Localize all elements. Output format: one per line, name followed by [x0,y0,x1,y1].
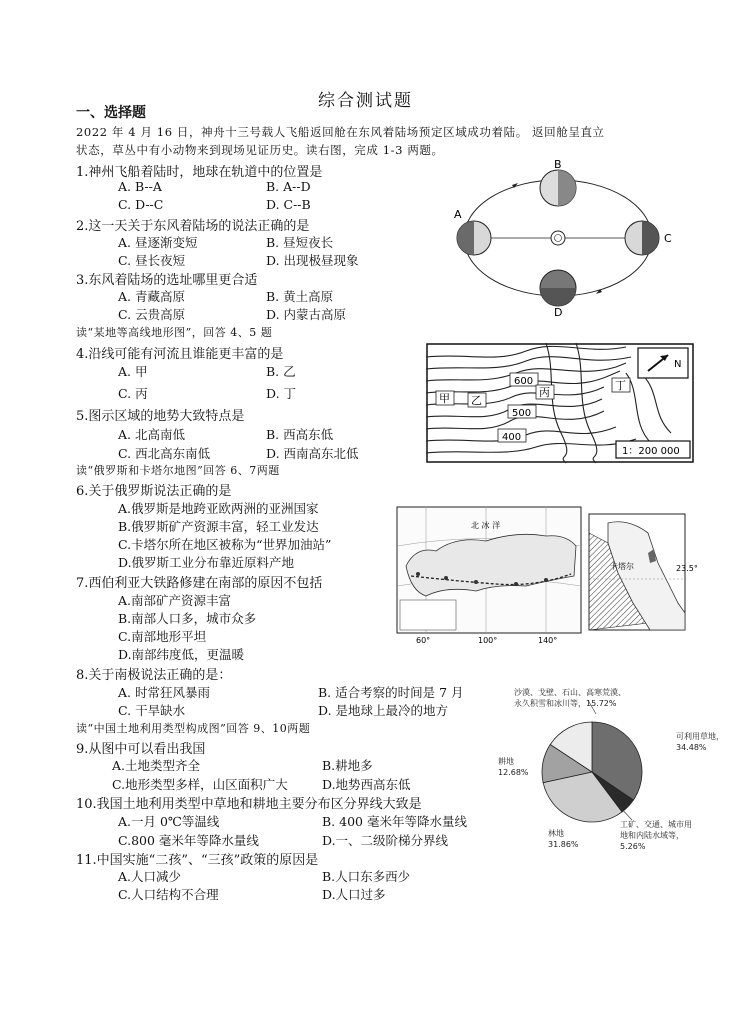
pie-label-forest-1: 林地 [548,829,564,838]
q1-option-c[interactable]: C. D--C [118,197,164,212]
svg-text:工矿、交通、城市用 地和内陆水域等， 5.2 [620,819,695,851]
q3-option-d[interactable]: D. 内蒙古高原 [266,307,347,322]
q11-option-d[interactable]: D.人口过多 [322,887,386,902]
q3-option-a[interactable]: A. 青藏高原 [118,289,185,304]
q6-option-d[interactable]: D.俄罗斯工业分布靠近原料产地 [118,555,295,570]
orbit-label-b: B [554,158,562,171]
q4-option-d[interactable]: D. 丁 [266,386,297,401]
note-q6-7: 读“俄罗斯和卡塔尔地图”回答 6、7两题 [76,464,280,477]
q10-option-d[interactable]: D.一、二级阶梯分界线 [322,833,449,848]
lon-60: 60° [416,636,431,645]
pie-label-grass-1: 可利用草地， [676,732,724,741]
q6-option-c[interactable]: C.卡塔尔所在地区被称为“世界加油站” [118,537,332,552]
orbit-diagram [452,158,692,318]
q8-option-c[interactable]: C. 干旱缺水 [118,703,186,718]
place-bing: 丙 [539,386,550,399]
q8-option-d[interactable]: D. 是地球上最冷的地方 [318,703,449,718]
pie-label-grass-2: 34.48% [676,743,707,752]
q5-option-b[interactable]: B. 西高东低 [266,427,334,442]
pie-label-forest-2: 31.86% [548,840,579,849]
contour-map [426,343,694,463]
earth-c [625,221,659,255]
q6-option-b[interactable]: B.俄罗斯矿产资源丰富，轻工业发达 [118,519,319,534]
q9-option-d[interactable]: D.地势西高东低 [322,777,411,792]
intro-line-1: 2022 年 4 月 16 日，神舟十三号载人飞船返回舱在东风着陆场预定区域成功着陆。 返回舱呈直立 [76,125,605,139]
q3-option-b[interactable]: B. 黄土高原 [266,289,334,304]
q5-option-d[interactable]: D. 西南高东北低 [266,446,359,461]
q2-option-a[interactable]: A. 昼逐渐变短 [118,235,198,250]
q5-option-a[interactable]: A. 北高南低 [118,427,185,442]
pie-label-farm-2: 12.68% [498,768,529,777]
pie-label-farm-1: 耕地 [498,757,514,766]
russia-map [396,506,582,646]
question-10: 10.我国土地利用类型中草地和耕地主要分布区分界线大致是 [76,797,422,812]
question-7: 7.西伯利亚大铁路修建在南部的原因不包括 [76,576,323,591]
earth-d [540,270,576,306]
place-ding: 丁 [615,379,626,392]
arctic-ocean-label: 北 冰 洋 [471,521,501,530]
question-1: 1.神州飞船着陆时，地球在轨道中的位置是 [76,165,323,180]
contour-value-500: 500 [512,408,532,419]
map-scale: 1：200 000 [622,446,680,457]
page-title: 综合测试题 [318,91,413,111]
q7-option-d[interactable]: D.南部纬度低，更温暖 [118,647,245,662]
question-6: 6.关于俄罗斯说法正确的是 [76,484,232,499]
pie-label-desert-2: 永久积雪和冰川等，15.72% [514,699,617,708]
qatar-map [588,513,696,631]
q9-option-c[interactable]: C.地形类型多样，山区面积广大 [112,777,288,792]
q4-option-c[interactable]: C. 丙 [118,386,148,401]
tropic-label: 23.5° [676,564,698,573]
note-q9-10: 读“中国土地利用类型构成图”回答 9、10两题 [76,722,311,735]
earth-a [457,221,491,255]
north-label: N [674,359,682,370]
note-q4-5: 读“某地等高线地形图”，回答 4、5 题 [76,326,273,339]
earth-b [540,170,576,206]
q9-option-a[interactable]: A.土地类型齐全 [112,758,201,773]
q1-option-b[interactable]: B. A--D [266,179,311,194]
question-5: 5.图示区域的地势大致特点是 [76,409,245,424]
section-heading: 一、选择题 [76,105,146,121]
q2-option-d[interactable]: D. 出现极昼现象 [266,253,359,268]
place-jia: 甲 [439,392,450,405]
lon-140: 140° [538,636,558,645]
intro-line-2: 状态，草丛中有小动物来到现场见证历史。读右图，完成 1-3 两题。 [76,143,444,157]
question-9: 9.从图中可以看出我国 [76,742,206,757]
place-yi: 乙 [471,394,482,407]
q1-option-d[interactable]: D. C--B [266,197,311,212]
q7-option-b[interactable]: B.南部人口多，城市众多 [118,611,257,626]
q10-option-b[interactable]: B. 400 毫米年等降水量线 [322,814,467,829]
orbit-label-a: A [454,208,462,221]
q8-option-a[interactable]: A. 时常狂风暴雨 [118,685,210,700]
q4-option-b[interactable]: B. 乙 [266,364,296,379]
q8-option-b[interactable]: B. 适合考察的时间是 7 月 [318,685,464,700]
orbit-label-c: C [664,232,672,245]
question-11: 11.中国实施“二孩”、“三孩”政策的原因是 [76,853,319,868]
q7-option-a[interactable]: A.南部矿产资源丰富 [118,593,232,608]
question-8: 8.关于南极说法正确的是： [76,668,232,683]
question-2: 2.这一天关于东风着陆场的说法正确的是 [76,219,310,234]
qatar-label: 卡塔尔 [610,562,634,571]
svg-text:沙漠、戈壁、石山、高寒荒漠、 永久积雪和冰川等，15 [514,687,629,709]
q1-option-a[interactable]: A. B--A [118,179,162,194]
q4-option-a[interactable]: A. 甲 [118,364,148,379]
q6-option-a[interactable]: A.俄罗斯是地跨亚欧两洲的亚洲国家 [118,501,319,516]
q10-option-c[interactable]: C.800 毫米年等降水量线 [118,833,259,848]
pie-label-mining-3: 5.26% [620,842,646,851]
q3-option-c[interactable]: C. 云贵高原 [118,307,186,322]
contour-value-400: 400 [502,432,522,443]
land-use-pie-chart [496,684,724,851]
question-3: 3.东风着陆场的选址哪里更合适 [76,273,258,288]
orbit-label-d: D [554,306,563,319]
q2-option-b[interactable]: B. 昼短夜长 [266,235,334,250]
q10-option-a[interactable]: A.一月 0℃等温线 [118,814,220,829]
svg-text:林地 31.86% [548,828,579,849]
pie-label-mining-2: 地和内陆水域等， [620,831,684,840]
lon-100: 100° [478,636,498,645]
pie-label-desert-1: 沙漠、戈壁、石山、高寒荒漠、 [514,688,626,697]
q11-option-c[interactable]: C.人口结构不合理 [118,887,219,902]
q11-option-b[interactable]: B.人口东多西少 [322,869,411,884]
svg-text:可利用草地， 34.48% [676,731,727,752]
q9-option-b[interactable]: B.耕地多 [322,758,373,773]
q5-option-c[interactable]: C. 西北高东南低 [118,446,211,461]
contour-value-600: 600 [514,376,534,387]
q7-option-c[interactable]: C.南部地形平坦 [118,629,207,644]
svg-text:耕地 12.68% [498,756,529,777]
q11-option-a[interactable]: A.人口减少 [118,869,182,884]
q2-option-c[interactable]: C. 昼长夜短 [118,253,186,268]
pie-label-mining-1: 工矿、交通、城市用 [620,820,692,829]
question-4: 4.沿线可能有河流且谁能更丰富的是 [76,347,284,362]
